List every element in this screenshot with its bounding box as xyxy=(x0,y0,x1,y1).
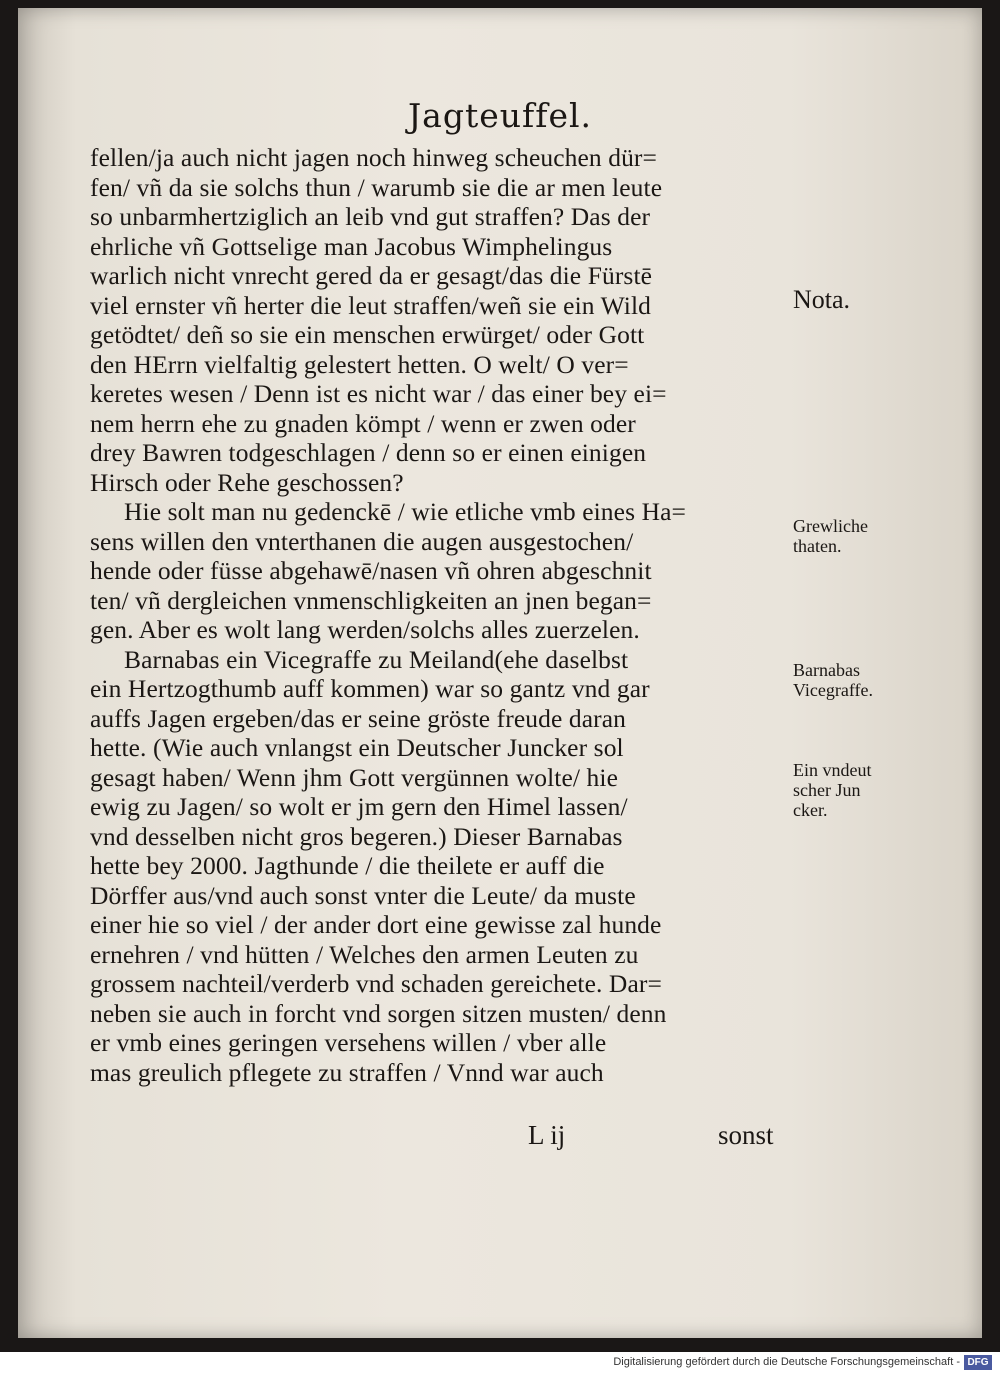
text-line: neben sie auch in forcht vnd sorgen sitzen musten/ denn xyxy=(90,998,667,1028)
text-line: er vmb eines geringen versehens willen / vber alle xyxy=(90,1028,607,1057)
text-line: einer hie so viel / der ander dort eine gewisse zal hunde xyxy=(90,910,662,939)
text-line: keretes wesen / Denn ist es nicht war / das einer bey ei= xyxy=(90,379,667,408)
text-line: warlich nicht vnrecht gered da er gesagt/das die Fürstē xyxy=(90,261,653,290)
marginal-note-juncker xyxy=(793,760,973,820)
text-line: Hie solt man nu gedenckē / wie etliche vmb eines Ha= xyxy=(124,497,686,526)
text-line: vnd desselben nicht gros begeren.) Dieser Barnabas xyxy=(90,821,623,851)
signature-mark: L ij xyxy=(528,1120,566,1150)
marginal-note-line: Vicegraffe. xyxy=(793,680,874,700)
text-line: gesagt haben/ Wenn jhm Gott vergünnen wolte/ hie xyxy=(90,762,618,792)
marginal-note-nota xyxy=(793,285,973,314)
page-footer xyxy=(18,1120,982,1160)
text-line: ernehren / vnd hütten / Welches den armen Leuten zu xyxy=(90,939,639,969)
text-line: getödtet/ deñ so sie ein menschen erwürget/ oder Gott xyxy=(90,320,645,349)
text-line: so unbarmhertziglich an leib vnd gut straffen? Das der xyxy=(90,202,651,231)
running-head: Jagteuffel. xyxy=(407,96,593,135)
text-line: ehrliche vñ Gottselige man Jacobus Wimphelingus xyxy=(90,231,613,261)
marginal-note-line: Barnabas xyxy=(793,660,860,680)
text-line: hette bey 2000. Jagthunde / die theilete er auff die xyxy=(90,851,605,880)
catchword: sonst xyxy=(718,1120,774,1150)
book-page xyxy=(18,8,982,1338)
marginal-note-line: Nota. xyxy=(793,285,851,314)
text-line: Dörffer aus/vnd auch sonst vnter die Leute/ da muste xyxy=(90,880,636,910)
text-line: hette. (Wie auch vnlangst ein Deutscher Juncker sol xyxy=(90,733,624,762)
text-line: ten/ vñ dergleichen vnmenschligkeiten an jnen began= xyxy=(90,585,652,615)
marginal-note-line: scher Jun xyxy=(793,780,861,800)
body-text xyxy=(90,143,810,1087)
text-line: auffs Jagen ergeben/das er seine gröste freude daran xyxy=(90,703,626,733)
marginal-note-line: cker. xyxy=(793,800,828,820)
text-line: mas greulich pflegete zu straffen / Vnnd war auch xyxy=(90,1057,604,1087)
marginal-note-line: Ein vndeut xyxy=(793,760,872,780)
text-line: ein Hertzogthumb auff kommen) war so gantz vnd gar xyxy=(90,674,650,703)
text-line: hende oder füsse abgehawē/nasen vñ ohren abgeschnit xyxy=(90,556,652,585)
marginal-note-grewliche xyxy=(793,516,973,556)
text-line: fellen/ja auch nicht jagen noch hinweg scheuchen dür= xyxy=(90,143,658,172)
credit-bar xyxy=(0,1352,1000,1374)
text-line: ewig zu Jagen/ so wolt er jm gern den Himel lassen/ xyxy=(90,792,628,821)
funding-credit: Digitalisierung gefördert durch die Deutsche Forschungsgemeinschaft - xyxy=(613,1356,960,1368)
text-line: nem herrn ehe zu gnaden kömpt / wenn er zwen oder xyxy=(90,408,636,438)
text-line: Barnabas ein Vicegraffe zu Meiland(ehe daselbst xyxy=(124,644,629,674)
text-line: grossem nachteil/verderb vnd schaden gereichete. Dar= xyxy=(90,969,662,998)
text-line: den HErrn vielfaltig gelestert hetten. O welt/ O ver= xyxy=(90,349,629,379)
text-line: Hirsch oder Rehe geschossen? xyxy=(90,467,404,497)
text-line: fen/ vñ da sie solchs thun / warumb sie die ar men leute xyxy=(90,172,663,202)
dfg-logo[interactable]: DFG xyxy=(964,1355,992,1370)
text-line: gen. Aber es wolt lang werden/solchs alles zuerzelen. xyxy=(90,615,640,644)
text-line: sens willen den vnterthanen die augen ausgestochen/ xyxy=(90,526,634,556)
marginal-note-barnabas xyxy=(793,660,973,700)
marginal-note-line: Grewliche xyxy=(793,516,868,536)
text-line: drey Bawren todgeschlagen / denn so er einen einigen xyxy=(90,438,647,467)
text-line: viel ernster vñ herter die leut straffen/weñ sie ein Wild xyxy=(90,290,651,320)
marginal-note-line: thaten. xyxy=(793,536,842,556)
